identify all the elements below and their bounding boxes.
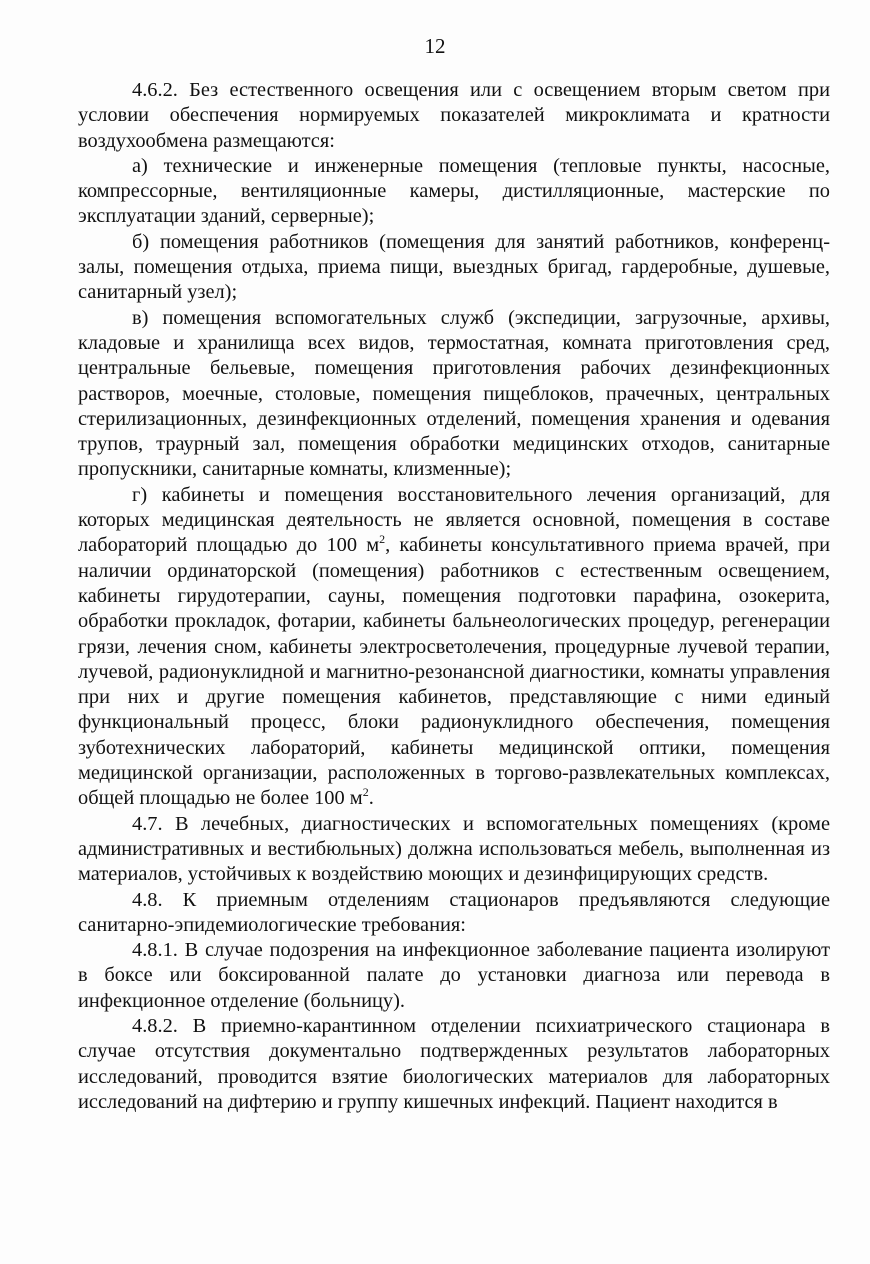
list-item-b: б) помещения работников (помещения для занятий работников, конференц-залы, помещения отдыха, приема пищи, выездных бригад, гардеробные, душевые, санитарный узел); <box>78 230 830 304</box>
document-body <box>78 78 830 1115</box>
paragraph-4-8-2: 4.8.2. В приемно-карантинном отделении психиатрического стационара в случае отсутствия документально подтвержденных результатов лабораторных исследований, проводится взятие биологических материалов для лабораторных исследований на дифтерию и группу кишечных инфекций. Пациент находится в <box>78 1014 830 1113</box>
page-number: 12 <box>424 34 446 58</box>
superscript-square: 2 <box>379 532 386 547</box>
list-item-g-text-2: , кабинеты консультативного приема врачей, при наличии ординаторской (помещения) работников с естественным освещением, кабинеты гирудотерапии, сауны, помещения подготовки парафина, озокерита, обработки прокладок, фотарии, кабинеты бальнеологических процедур, регенерации грязи, лечения сном, кабинеты электросветолечения, процедурные лучевой терапии, лучевой, радионуклидной и магнитно-резонансной диагностики, комнаты управления при них и другие помещения кабинетов, представляющие с ними единый функциональный процесс, блоки радионуклидного обеспечения, помещения зуботехнических лабораторий, кабинеты медицинской оптики, помещения медицинской организации, расположенных в торгово-развлекательных комплексах, общей площадью не более 100 м <box>78 534 830 810</box>
superscript-square: 2 <box>362 785 369 800</box>
list-item-g <box>78 483 830 812</box>
list-item-v: в) помещения вспомогательных служб (экспедиции, загрузочные, архивы, кладовые и хранилища всех видов, термостатная, комната приготовления сред, центральные бельевые, помещения приготовления рабочих дезинфекционных растворов, моечные, столовые, помещения пищеблоков, прачечных, центральных стерилизационных, дезинфекционных отделений, помещения хранения и одевания трупов, траурный зал, помещения обработки медицинских отходов, санитарные пропускники, санитарные комнаты, клизменные); <box>78 306 830 481</box>
paragraph-4-8: 4.8. К приемным отделениям стационаров предъявляются следующие санитарно-эпидемиологические требования: <box>78 888 830 936</box>
list-item-g-text-3: . <box>368 787 374 810</box>
list-item-g-text-1: г) кабинеты и помещения восстановительного лечения организаций, для которых медицинская деятельность не является основной, помещения в составе лабораторий площадью до 100 м <box>78 483 830 557</box>
paragraph-4-6-2: 4.6.2. Без естественного освещения или с освещением вторым светом при условии обеспечения нормируемых показателей микроклимата и кратности воздухообмена размещаются: <box>78 79 830 152</box>
list-item-a: а) технические и инженерные помещения (тепловые пункты, насосные, компрессорные, вентиляционные камеры, дистилляционные, мастерские по эксплуатации зданий, серверные); <box>78 154 830 228</box>
paragraph-4-8-1: 4.8.1. В случае подозрения на инфекционное заболевание пациента изолируют в боксе или боксированной палате до установки диагноза или перевода в инфекционное отделение (больницу). <box>78 939 830 1012</box>
paragraph-4-7: 4.7. В лечебных, диагностических и вспомогательных помещениях (кроме административных и вестибюльных) должна использоваться мебель, выполненная из материалов, устойчивых к воздействию моющих и дезинфицирующих средств. <box>78 812 830 886</box>
